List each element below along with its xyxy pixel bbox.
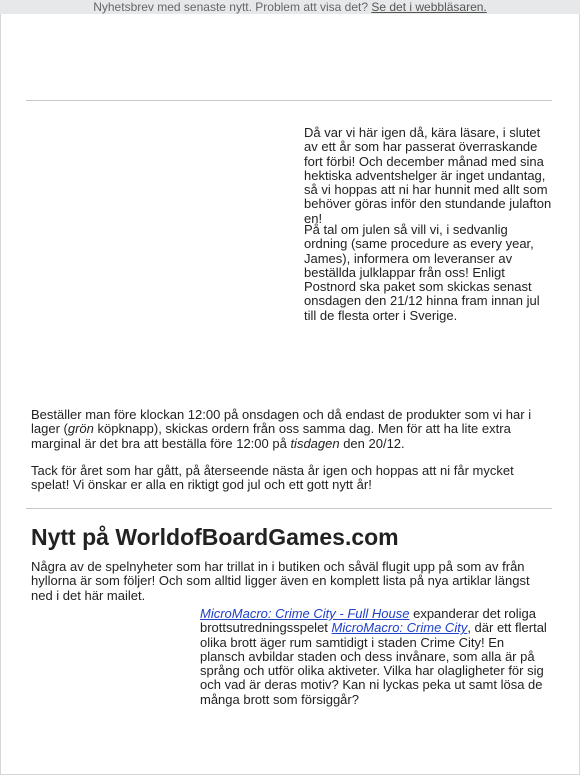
header-divider xyxy=(26,100,552,101)
news-heading: Nytt på WorldofBoardGames.com xyxy=(31,524,399,550)
notice-text: Nyhetsbrev med senaste nytt. Problem att visa det? xyxy=(93,0,372,14)
thanks-paragraph: Tack för året som har gått, på återseende nästa år igen och hoppas att ni får mycket spelat! Vi önskar er alla en riktigt god jul och ett gott nytt år! xyxy=(31,463,514,493)
product-link-crime-city[interactable]: MicroMacro: Crime City xyxy=(331,620,468,636)
view-in-browser-link[interactable]: Se det i webbläsaren. xyxy=(371,0,487,14)
news-item-description: MicroMacro: Crime City - Full House expanderar det roliga brottsutredningsspelet MicroMacro: Crime City, där ett flertal olika brott äger rum samtidigt i staden Crime City! En plansch avbildar staden och dess invånare, som alla är på språng och utför olika aktiveter. Vilka har olagligheter för sig och vad är deras motiv? Kan ni lyckas peka ut samt lösa de många brott som försiggår? xyxy=(200,606,547,707)
product-link-full-house[interactable]: MicroMacro: Crime City - Full House xyxy=(200,606,410,621)
news-intro-paragraph: Några av de spelnyheter som har trillat in i butiken och såväl flugit upp på som av från hyllorna är som följer! Och som alltid ligger även en komplett lista på nya artiklar längst ned i det här mailet. xyxy=(31,559,530,603)
shipping-paragraph: Beställer man före klockan 12:00 på onsdagen och då endast de produkter som vi har i lager (grön köpknapp), skickas ordern från oss samma dag. Men för att ha lite extra marginal är det bra att beställa före 12:00 på tisdagen den 20/12. xyxy=(31,407,532,451)
intro-paragraph-1: Då var vi här igen då, kära läsare, i slutet av ett år som har passerat överraskande fort förbi! Och december månad med sina hektiska adventshelger är inget undantag, så vi hoppas att ni har hunnit med allt som behöver göras inför den stundande julafton en! xyxy=(304,125,552,226)
intro-paragraph-2: På tal om julen så vill vi, i sedvanlig ordning (same procedure as every year, James), informera om leveranser av beställda julklappar från oss! Enligt Postnord ska paket som skickas senast onsdagen den 21/12 hinna fram innan jul till de flesta orter i Sverige. xyxy=(304,222,540,323)
browser-view-notice xyxy=(0,0,580,14)
section-divider xyxy=(26,508,552,509)
